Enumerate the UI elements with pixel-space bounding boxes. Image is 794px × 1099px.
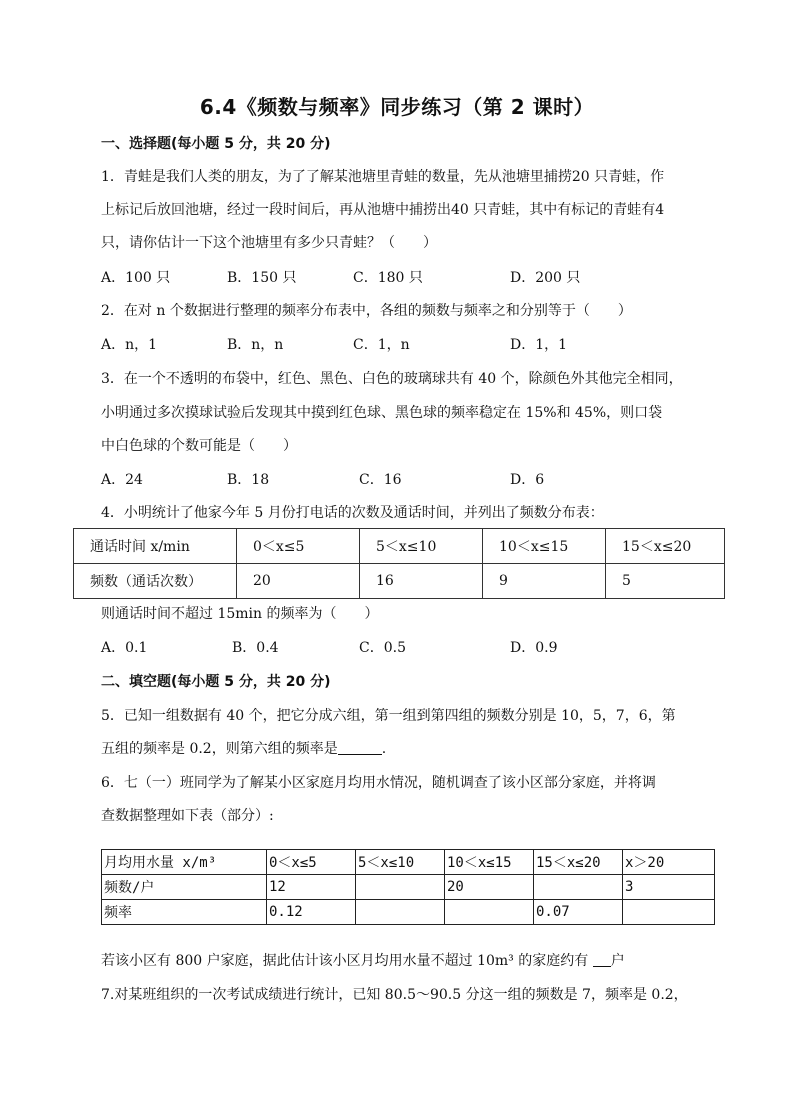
- answer-blank: [338, 740, 382, 755]
- q1-line-2: 上标记后放回池塘，经过一段时间后，再从池塘中捕捞出40 只青蛙，其中有标记的青蛙有4: [101, 202, 665, 218]
- table-cell: 通话时间 x/min: [74, 529, 237, 564]
- answer-blank: [593, 952, 611, 967]
- q1-line-3: 只，请你估计一下这个池塘里有多少只青蛙？（ ）: [101, 235, 437, 251]
- section-heading-choice: 一、选择题(每小题 5 分，共 20 分): [101, 136, 331, 152]
- q2-line-1: 2．在对 n 个数据进行整理的频率分布表中，各组的频数与频率之和分别等于（ ）: [101, 303, 632, 319]
- q1-option-a: A．100 只: [101, 270, 171, 286]
- q3-line-3: 中白色球的个数可能是（ ）: [101, 438, 297, 454]
- table-row: [102, 900, 715, 925]
- q2-option-c: C．1，n: [353, 337, 410, 353]
- water-usage-table: [101, 849, 715, 925]
- q4-line: 4．小明统计了他家今年 5 月份打电话的次数及通话时间，并列出了频数分布表：: [101, 505, 604, 521]
- table-cell: 频数（通话次数）: [74, 564, 237, 599]
- q3-line-2: 小明通过多次摸球试验后发现其中摸到红色球、黑色球的频率稳定在 15%和 45%，则口袋: [101, 405, 663, 421]
- section-heading-fill: 二、填空题(每小题 5 分，共 20 分): [101, 674, 331, 690]
- q4-option-a: A．0.1: [101, 640, 148, 656]
- table-cell: [356, 900, 445, 925]
- table-cell: 20: [445, 875, 534, 900]
- table-cell: 5＜x≤10: [360, 529, 483, 564]
- table-row: [102, 875, 715, 900]
- table-cell: 10＜x≤15: [483, 529, 606, 564]
- table-cell: 频率: [102, 900, 267, 925]
- table-cell: 5＜x≤10: [356, 850, 445, 875]
- q3-line-1: 3．在一个不透明的布袋中，红色、黑色、白色的玻璃球共有 40 个，除颜色外其他完全相同，: [101, 371, 683, 387]
- q4-option-c: C．0.5: [359, 640, 406, 656]
- table-cell: 5: [606, 564, 725, 599]
- table-cell: 0.07: [534, 900, 623, 925]
- q3-option-c: C．16: [359, 472, 402, 488]
- table-cell: 3: [623, 875, 715, 900]
- q1-option-d: D．200 只: [510, 270, 581, 286]
- q6-after-unit: 户: [610, 953, 625, 969]
- q1-line-1: 1．青蛙是我们人类的朋友，为了了解某池塘里青蛙的数量，先从池塘里捕捞20 只青蛙，作: [101, 169, 665, 185]
- q1-option-c: C．180 只: [353, 270, 423, 286]
- table-cell: 15＜x≤20: [606, 529, 725, 564]
- table-cell: 16: [360, 564, 483, 599]
- q3-option-b: B．18: [227, 472, 270, 488]
- table-cell: 频数/户: [102, 875, 267, 900]
- q5-line-2: [101, 739, 386, 759]
- q4-option-b: B．0.4: [232, 640, 279, 656]
- table-cell: x＞20: [623, 850, 715, 875]
- q5-line-2-end: .: [381, 741, 387, 757]
- table-cell: 12: [267, 875, 356, 900]
- q6-line-1: 6．七（一）班同学为了解某小区家庭月均用水情况，随机调查了该小区部分家庭，并将调: [101, 775, 656, 791]
- q2-option-a: A．n，1: [101, 337, 158, 353]
- table-row: [74, 564, 725, 599]
- q3-option-d: D．6: [510, 472, 545, 488]
- q3-option-a: A．24: [101, 472, 143, 488]
- q6-line-2: 查数据整理如下表（部分）:: [101, 808, 274, 824]
- q7-line: 7.对某班组织的一次考试成绩进行统计，已知 80.5～90.5 分这一组的频数是 7，频率是 0.2，: [101, 987, 688, 1003]
- q4-after: 则通话时间不超过 15min 的频率为（ ）: [101, 606, 379, 622]
- q2-option-b: B．n，n: [227, 337, 284, 353]
- q5-line-2-text: 五组的频率是 0.2，则第六组的频率是: [101, 741, 338, 757]
- table-cell: [445, 900, 534, 925]
- call-frequency-table: [73, 528, 725, 599]
- table-row: [74, 529, 725, 564]
- table-row: [102, 850, 715, 875]
- q6-after-text: 若该小区有 800 户家庭，据此估计该小区月均用水量不超过 10m³ 的家庭约有: [101, 953, 593, 969]
- table-cell: 9: [483, 564, 606, 599]
- table-cell: [534, 875, 623, 900]
- table-cell: 15＜x≤20: [534, 850, 623, 875]
- q6-after: [101, 951, 625, 971]
- table-cell: 0.12: [267, 900, 356, 925]
- table-cell: 20: [237, 564, 360, 599]
- table-cell: 月均用水量 x/m³: [102, 850, 267, 875]
- table-cell: [623, 900, 715, 925]
- table-cell: [356, 875, 445, 900]
- q4-option-d: D．0.9: [510, 640, 558, 656]
- q1-option-b: B．150 只: [227, 270, 297, 286]
- q2-option-d: D．1，1: [510, 337, 568, 353]
- q5-line-1: 5．已知一组数据有 40 个，把它分成六组，第一组到第四组的频数分别是 10，5，7，6，第: [101, 708, 676, 724]
- page-title: 6.4《频数与频率》同步练习（第 2 课时）: [199, 95, 595, 119]
- table-cell: 0＜x≤5: [237, 529, 360, 564]
- table-cell: 10＜x≤15: [445, 850, 534, 875]
- table-cell: 0＜x≤5: [267, 850, 356, 875]
